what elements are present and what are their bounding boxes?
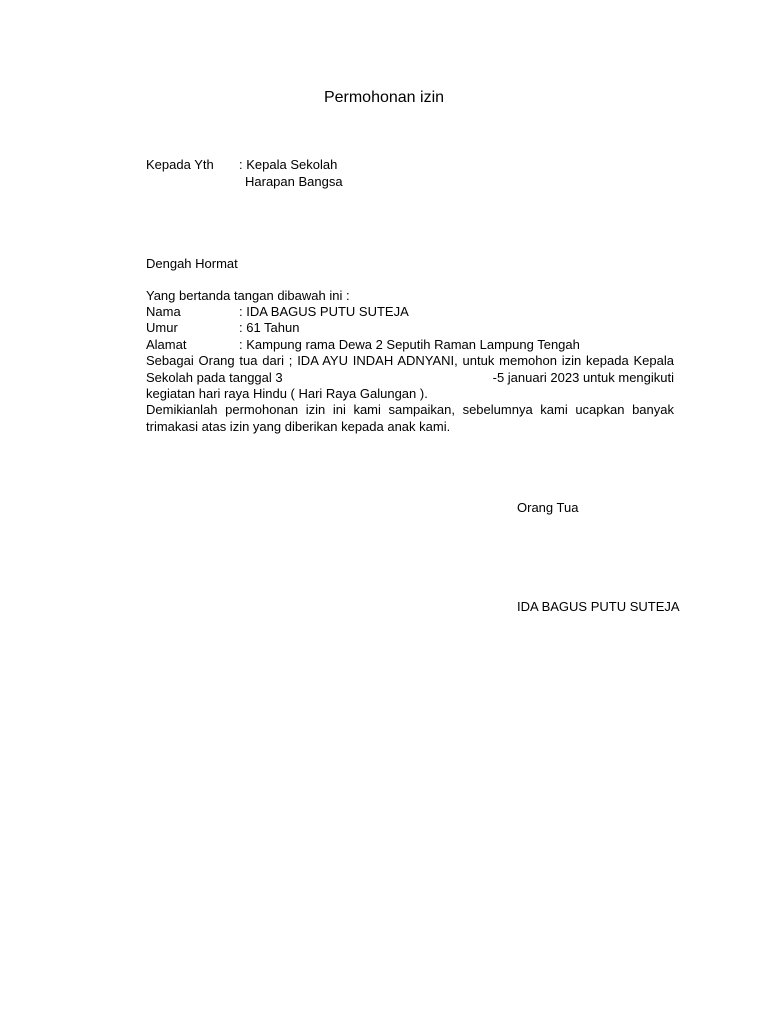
signature-role: Orang Tua	[517, 500, 579, 515]
body-line-1: Sebagai Orang tua dari ; IDA AYU INDAH ADNYANI, untuk memohon izin kepada Kepala	[146, 353, 674, 368]
intro-line: Yang bertanda tangan dibawah ini :	[146, 288, 350, 303]
document-title: Permohonan izin	[323, 89, 445, 106]
closing-line-1: Demikianlah permohonan izin ini kami sampaikan, sebelumnya kami ucapkan banyak	[146, 402, 674, 417]
field-label-alamat: Alamat	[146, 337, 187, 352]
closing-line-2: trimakasi atas izin yang diberikan kepada anak kami.	[146, 419, 451, 434]
field-label-nama: Nama	[146, 304, 181, 319]
signature-name: IDA BAGUS PUTU SUTEJA	[517, 599, 680, 614]
body-line-2-right: -5 januari 2023 untuk mengikuti	[492, 370, 674, 385]
field-value-umur: : 61 Tahun	[239, 320, 300, 335]
recipient-label: Kepada Yth	[146, 157, 214, 172]
body-line-3: kegiatan hari raya Hindu ( Hari Raya Galungan ).	[146, 386, 428, 401]
recipient-line-1: : Kepala Sekolah	[239, 157, 338, 172]
recipient-line-2: Harapan Bangsa	[245, 174, 343, 189]
field-label-umur: Umur	[146, 320, 178, 335]
body-line-2-left: Sekolah pada tanggal 3	[146, 370, 283, 385]
field-value-nama: : IDA BAGUS PUTU SUTEJA	[239, 304, 409, 319]
field-value-alamat: : Kampung rama Dewa 2 Seputih Raman Lampung Tengah	[239, 337, 580, 352]
greeting: Dengah Hormat	[146, 256, 238, 271]
